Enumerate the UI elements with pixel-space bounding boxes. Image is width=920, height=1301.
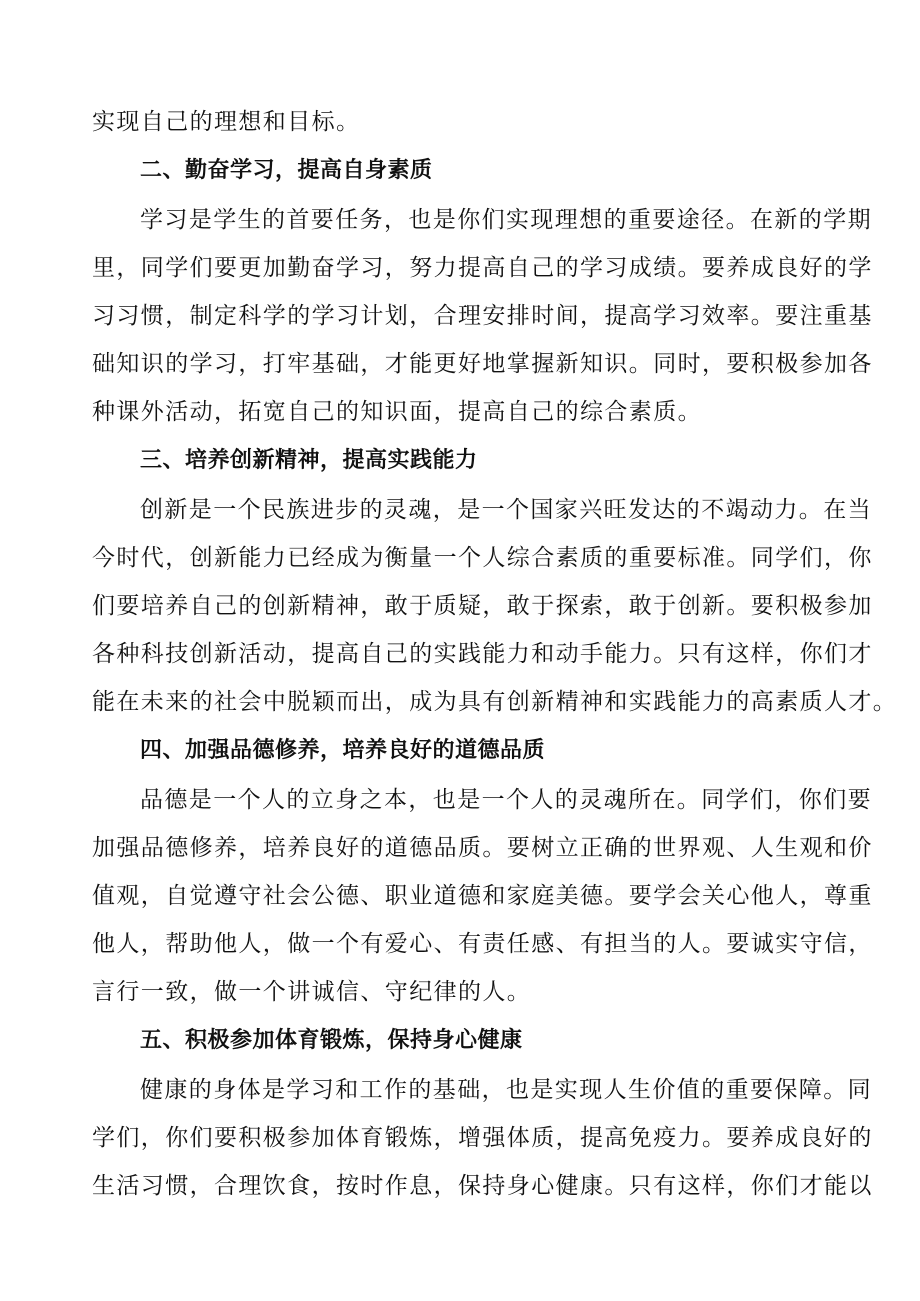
- paragraph-line: 品德是一个人的立身之本，也是一个人的灵魂所在。同学们，你们要: [140, 787, 872, 813]
- section-heading: 三、培养创新精神，提高实践能力: [140, 448, 478, 473]
- section-morality: [92, 728, 873, 1016]
- paragraph-line: 里，同学们要更加勤奋学习，努力提高自己的学习成绩。要养成良好的学: [92, 255, 873, 281]
- section-heading: 四、加强品德修养，培养良好的道德品质: [140, 738, 546, 763]
- paragraph-line: 健康的身体是学习和工作的基础，也是实现人生价值的重要保障。同: [140, 1077, 872, 1103]
- section-heading: 五、积极参加体育锻炼，保持身心健康: [140, 1028, 523, 1053]
- paragraph-line: 加强品德修养，培养良好的道德品质。要树立正确的世界观、人生观和价: [92, 835, 873, 861]
- paragraph-line: 创新是一个民族进步的灵魂，是一个国家兴旺发达的不竭动力。在当: [140, 497, 872, 523]
- section-health: [92, 1018, 873, 1210]
- paragraph-line: 础知识的学习，打牢基础，才能更好地掌握新知识。同时，要积极参加各: [92, 351, 873, 377]
- paragraph-line: 学习是学生的首要任务，也是你们实现理想的重要途径。在新的学期: [140, 207, 872, 233]
- paragraph-line: 能在未来的社会中脱颖而出，成为具有创新精神和实践能力的高素质人才。: [92, 689, 898, 715]
- section-heading: 二、勤奋学习，提高自身素质: [140, 158, 433, 183]
- paragraph-line: 习习惯，制定科学的学习计划，合理安排时间，提高学习效率。要注重基: [92, 303, 873, 329]
- paragraph-line: 学们，你们要积极参加体育锻炼，增强体质，提高免疫力。要养成良好的: [92, 1125, 873, 1151]
- paragraph-line: 言行一致，做一个讲诚信、守纪律的人。: [92, 979, 532, 1005]
- paragraph-line: 种课外活动，拓宽自己的知识面，提高自己的综合素质。: [92, 399, 702, 425]
- section-innovation: [92, 438, 898, 726]
- paragraph-line: 今时代，创新能力已经成为衡量一个人综合素质的重要标准。同学们，你: [92, 545, 873, 571]
- paragraph-line: 实现自己的理想和目标。: [92, 109, 361, 135]
- paragraph-line: 们要培养自己的创新精神，敢于质疑，敢于探索，敢于创新。要积极参加: [92, 593, 873, 619]
- paragraph-line: 生活习惯，合理饮食，按时作息，保持身心健康。只有这样，你们才能以: [92, 1173, 873, 1199]
- paragraph-line: 值观，自觉遵守社会公德、职业道德和家庭美德。要学会关心他人，尊重: [92, 883, 873, 909]
- paragraph-line: 他人，帮助他人，做一个有爱心、有责任感、有担当的人。要诚实守信，: [92, 931, 873, 957]
- document-body: [92, 98, 898, 1210]
- section-study: [92, 148, 873, 436]
- paragraph-line: 各种科技创新活动，提高自己的实践能力和动手能力。只有这样，你们才: [92, 641, 873, 667]
